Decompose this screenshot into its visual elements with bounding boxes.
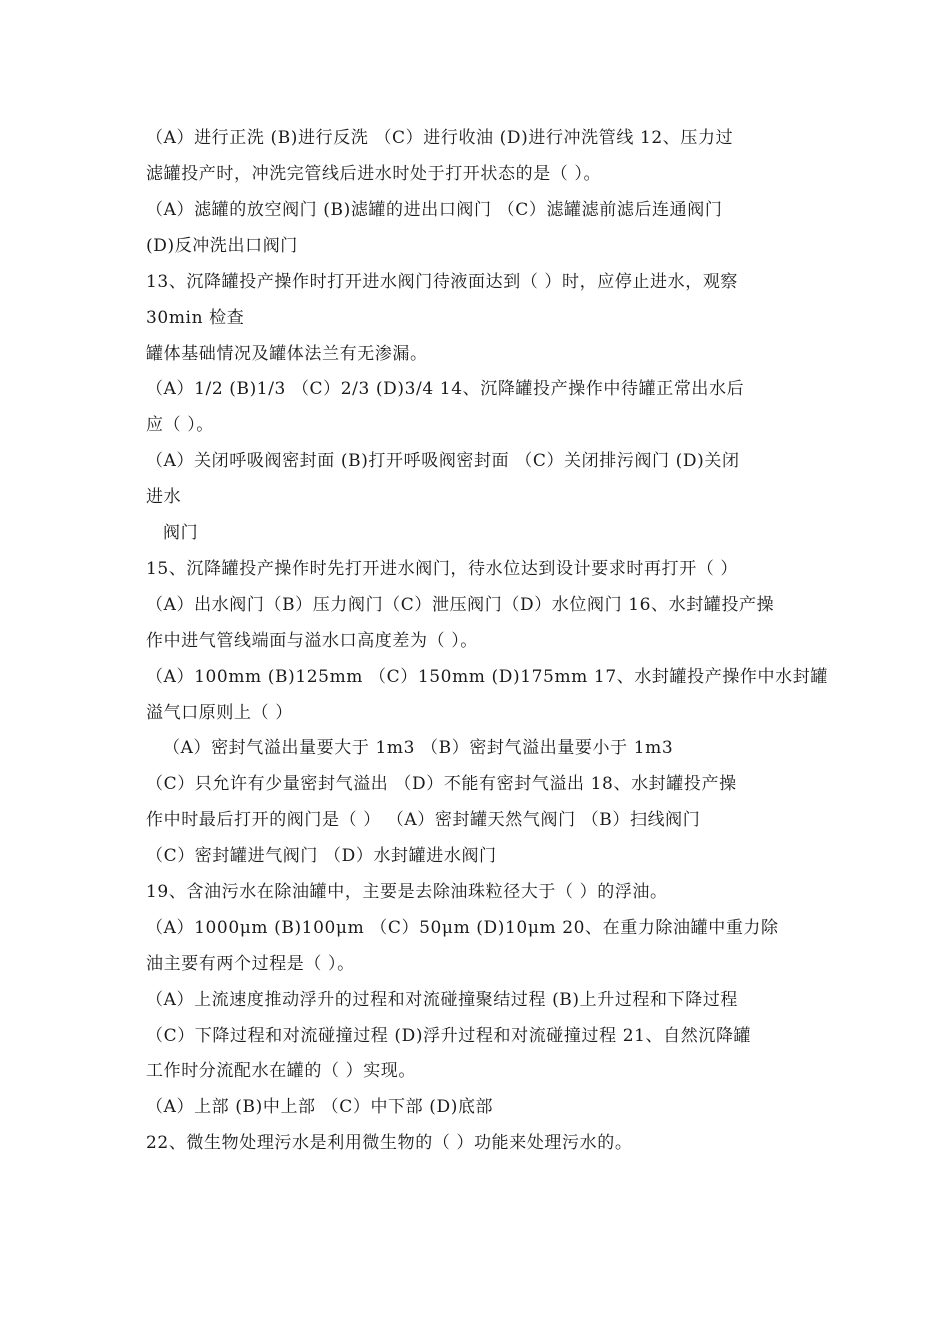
- text-line: 13、沉降罐投产操作时打开进水阀门待液面达到（ ）时，应停止进水，观察: [146, 272, 739, 292]
- text-line: 工作时分流配水在罐的（ ）实现。: [146, 1061, 417, 1081]
- text-line: （A）滤罐的放空阀门 (B)滤罐的进出口阀门 （C）滤罐滤前滤后连通阀门: [146, 200, 723, 220]
- text-line: （A）100mm (B)125mm （C）150mm (D)175mm 17、水封罐投产操作中水封罐: [146, 667, 828, 687]
- text-line: （A）上流速度推动浮升的过程和对流碰撞聚结过程 (B)上升过程和下降过程: [146, 990, 739, 1010]
- text-line: 19、含油污水在除油罐中，主要是去除油珠粒径大于（ ）的浮油。: [146, 882, 668, 902]
- text-line: （A）1/2 (B)1/3 （C）2/3 (D)3/4 14、沉降罐投产操作中待罐正常出水后: [146, 379, 745, 399]
- text-line: 油主要有两个过程是（ ）。: [146, 954, 355, 974]
- text-line: （A）密封气溢出量要大于 1m3 （B）密封气溢出量要小于 1m3: [163, 738, 674, 758]
- text-line: 15、沉降罐投产操作时先打开进水阀门，待水位达到设计要求时再打开（ ）: [146, 559, 739, 579]
- text-line: 30min 检查: [146, 308, 245, 328]
- text-line: 进水: [146, 487, 182, 507]
- text-line: （A）进行正洗 (B)进行反洗 （C）进行收油 (D)进行冲洗管线 12、压力过: [146, 128, 734, 148]
- text-line: （A）上部 (B)中上部 （C）中下部 (D)底部: [146, 1097, 494, 1117]
- text-line: 溢气口原则上（ ）: [146, 703, 293, 723]
- text-line: （A）出水阀门（B）压力阀门（C）泄压阀门（D）水位阀门 16、水封罐投产操: [146, 595, 775, 615]
- text-line: （C）密封罐进气阀门 （D）水封罐进水阀门: [146, 846, 497, 866]
- text-line: 阀门: [163, 523, 199, 543]
- text-line: 22、微生物处理污水是利用微生物的（ ）功能来处理污水的。: [146, 1133, 633, 1153]
- text-line: （C）下降过程和对流碰撞过程 (D)浮升过程和对流碰撞过程 21、自然沉降罐: [146, 1026, 752, 1046]
- text-line: 应（ ）。: [146, 415, 214, 435]
- text-line: （C）只允许有少量密封气溢出 （D）不能有密封气溢出 18、水封罐投产操: [146, 774, 737, 794]
- text-line: 滤罐投产时，冲洗完管线后进水时处于打开状态的是（ ）。: [146, 164, 602, 184]
- text-line: 罐体基础情况及罐体法兰有无渗漏。: [146, 344, 428, 364]
- text-line: （A）1000μm (B)100μm （C）50μm (D)10μm 20、在重力除油罐中重力除: [146, 918, 779, 938]
- text-line: 作中进气管线端面与溢水口高度差为（ ）。: [146, 631, 478, 651]
- text-line: (D)反冲洗出口阀门: [146, 236, 298, 256]
- text-line: 作中时最后打开的阀门是（ ） （A）密封罐天然气阀门 （B）扫线阀门: [146, 810, 701, 830]
- text-line: （A）关闭呼吸阀密封面 (B)打开呼吸阀密封面 （C）关闭排污阀门 (D)关闭: [146, 451, 740, 471]
